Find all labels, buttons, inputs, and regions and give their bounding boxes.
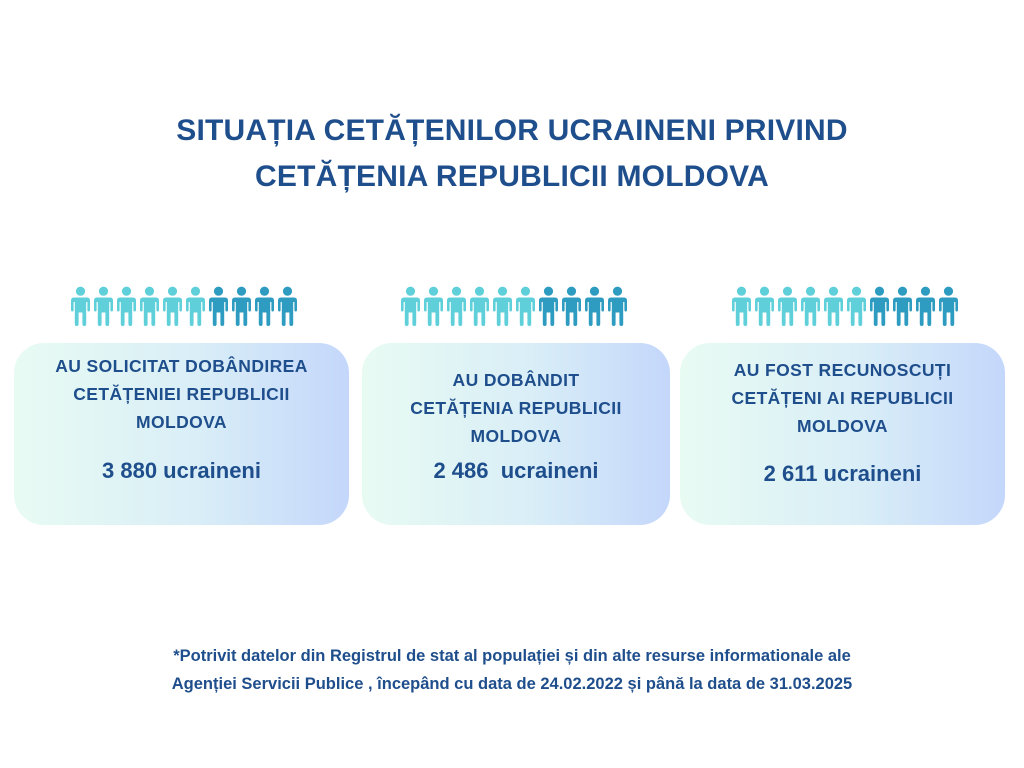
person-icon bbox=[231, 286, 252, 326]
person-icon bbox=[469, 286, 490, 326]
card-value: 2 486 ucraineni bbox=[433, 458, 599, 483]
card-label-line: MOLDOVA bbox=[136, 412, 227, 432]
person-icon bbox=[777, 286, 798, 326]
person-icon bbox=[139, 286, 160, 326]
person-icon bbox=[915, 286, 936, 326]
card-value: 3 880 ucraineni bbox=[102, 458, 261, 483]
person-icon bbox=[400, 286, 421, 326]
card-recognized bbox=[680, 343, 1005, 525]
person-icon bbox=[823, 286, 844, 326]
person-icon bbox=[70, 286, 91, 326]
card-label bbox=[362, 366, 670, 450]
card-label-line: CETĂȚENIEI REPUBLICII bbox=[73, 384, 290, 404]
person-icon bbox=[185, 286, 206, 326]
person-icon bbox=[492, 286, 513, 326]
person-icon bbox=[584, 286, 605, 326]
person-icon bbox=[754, 286, 775, 326]
person-icon bbox=[938, 286, 959, 326]
person-icon bbox=[538, 286, 559, 326]
page-title bbox=[0, 108, 1024, 200]
card-label-line: AU FOST RECUNOSCUȚI bbox=[733, 360, 952, 380]
card-acquired bbox=[362, 343, 670, 525]
title-line-2: CETĂȚENIA REPUBLICII MOLDOVA bbox=[255, 160, 769, 193]
card-label-line: MOLDOVA bbox=[797, 416, 888, 436]
person-icon bbox=[869, 286, 890, 326]
person-icon bbox=[515, 286, 536, 326]
card-label-line: CETĂȚENI AI REPUBLICII bbox=[731, 388, 954, 408]
person-icon bbox=[731, 286, 752, 326]
card-label bbox=[680, 356, 1005, 440]
card-label-line: AU SOLICITAT DOBÂNDIREA bbox=[55, 356, 308, 376]
person-icon bbox=[846, 286, 867, 326]
person-icon bbox=[892, 286, 913, 326]
person-icon bbox=[162, 286, 183, 326]
people-group-1 bbox=[70, 286, 298, 326]
person-icon bbox=[607, 286, 628, 326]
footnote-line-2: Agenției Servicii Publice , începând cu data de 24.02.2022 și până la data de 31.03.2025 bbox=[171, 675, 853, 693]
card-label-line: AU DOBÂNDIT bbox=[452, 370, 580, 390]
person-icon bbox=[208, 286, 229, 326]
people-group-2 bbox=[400, 286, 628, 326]
person-icon bbox=[561, 286, 582, 326]
footnote bbox=[0, 642, 1024, 698]
card-label-line: CETĂȚENIA REPUBLICII bbox=[410, 398, 622, 418]
person-icon bbox=[277, 286, 298, 326]
card-label-line: MOLDOVA bbox=[470, 426, 562, 446]
person-icon bbox=[93, 286, 114, 326]
person-icon bbox=[800, 286, 821, 326]
person-icon bbox=[116, 286, 137, 326]
title-line-1: SITUAȚIA CETĂȚENILOR UCRAINENI PRIVIND bbox=[176, 114, 848, 147]
card-requested bbox=[14, 343, 349, 525]
person-icon bbox=[423, 286, 444, 326]
footnote-line-1: *Potrivit datelor din Registrul de stat al populației și din alte resurse informationale ale bbox=[173, 647, 851, 665]
person-icon bbox=[446, 286, 467, 326]
person-icon bbox=[254, 286, 275, 326]
people-group-3 bbox=[731, 286, 959, 326]
card-label bbox=[14, 352, 349, 436]
card-value: 2 611 ucraineni bbox=[763, 461, 922, 486]
